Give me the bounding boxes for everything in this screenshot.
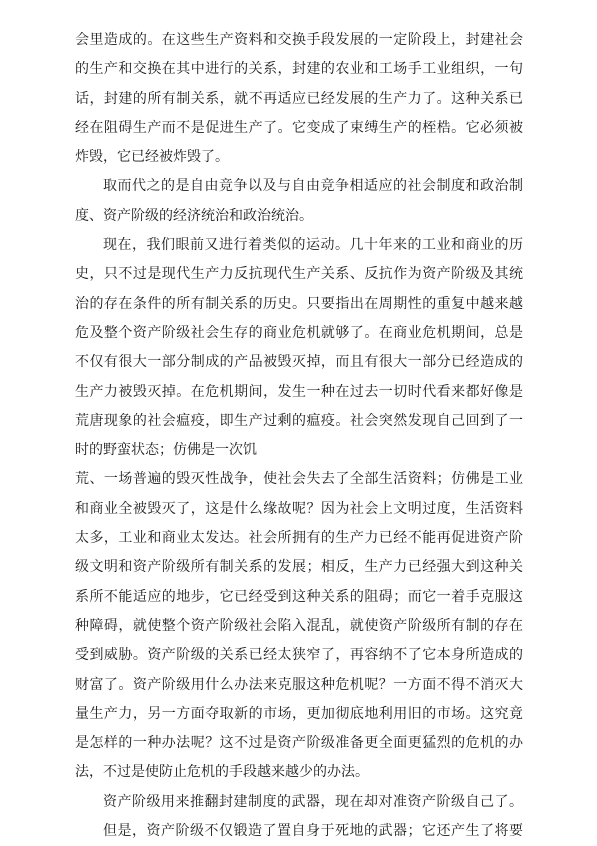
text-line: 系所不能适应的地步，它已经受到这种关系的阻碍；而它一着手克服这 (75, 588, 523, 605)
text-line: 炸毁，它已经被炸毁了。 (75, 149, 229, 166)
text-line: 取而代之的是自由竞争以及与自由竞争相适应的社会制度和政治制 (103, 178, 523, 195)
text-line: 财富了。资产阶级用什么办法来克服这种危机呢？一方面不得不消灭大 (75, 676, 523, 693)
text-line: 是怎样的一种办法呢？这不过是资产阶级准备更全面更猛烈的危机的办 (75, 735, 523, 752)
text-line: 级文明和资产阶级所有制关系的发展；相反，生产力已经强大到这种关 (75, 559, 523, 576)
text-line: 时的野蛮状态；仿佛是一次饥 (75, 442, 257, 459)
text-line: 荒、一场普遍的毁灭性战争，使社会失去了全部生活资料；仿佛是工业 (75, 471, 523, 488)
text-line: 但是，资产阶级不仅锻造了置自身于死地的武器；它还产生了将要 (103, 823, 523, 840)
text-line: 会里造成的。在这些生产资料和交换手段发展的一定阶段上，封建社会 (75, 32, 523, 48)
text-line: 生产力被毁灭掉。在危机期间，发生一种在过去一切时代看来都好像是 (75, 383, 523, 400)
text-line: 种障碍，就使整个资产阶级社会陷入混乱，就使资产阶级所有制的存在 (75, 617, 523, 634)
text-line: 治的存在条件的所有制关系的历史。只要指出在周期性的重复中越来越 (75, 295, 523, 312)
text-line: 话，封建的所有制关系，就不再适应已经发展的生产力了。这种关系已 (75, 90, 523, 107)
text-line: 史，只不过是现代生产力反抗现代生产关系、反抗作为资产阶级及其统 (75, 266, 523, 283)
text-line: 不仅有很大一部分制成的产品被毁灭掉，而且有很大一部分已经造成的 (75, 354, 523, 371)
text-line: 现在，我们眼前又进行着类似的运动。几十年来的工业和商业的历 (103, 237, 523, 254)
text-line: 的生产和交换在其中进行的关系，封建的农业和工场手工业组织，一句 (75, 61, 523, 78)
text-line: 经在阻碍生产而不是促进生产了。它变成了束缚生产的桎梏。它必须被 (75, 119, 523, 136)
text-line: 和商业全被毁灭了，这是什么缘故呢？因为社会上文明过度，生活资料 (75, 500, 523, 517)
text-line: 量生产力，另一方面夺取新的市场，更加彻底地利用旧的市场。这究竟 (75, 705, 523, 722)
text-line: 太多，工业和商业太发达。社会所拥有的生产力已经不能再促进资产阶 (75, 530, 523, 547)
text-line: 危及整个资产阶级社会生存的商业危机就够了。在商业危机期间，总是 (75, 324, 523, 341)
text-line: 资产阶级用来推翻封建制度的武器，现在却对准资产阶级自己了。 (103, 793, 523, 810)
document-body-text (75, 26, 523, 846)
text-line: 受到威胁。资产阶级的关系已经太狭窄了，再容纳不了它本身所造成的 (75, 647, 523, 664)
text-line: 法，不过是使防止危机的手段越来越少的办法。 (75, 764, 369, 781)
text-line: 度、资产阶级的经济统治和政治统治。 (75, 207, 313, 224)
text-line: 荒唐现象的社会瘟疫，即生产过剩的瘟疫。社会突然发现自己回到了一 (75, 412, 523, 429)
